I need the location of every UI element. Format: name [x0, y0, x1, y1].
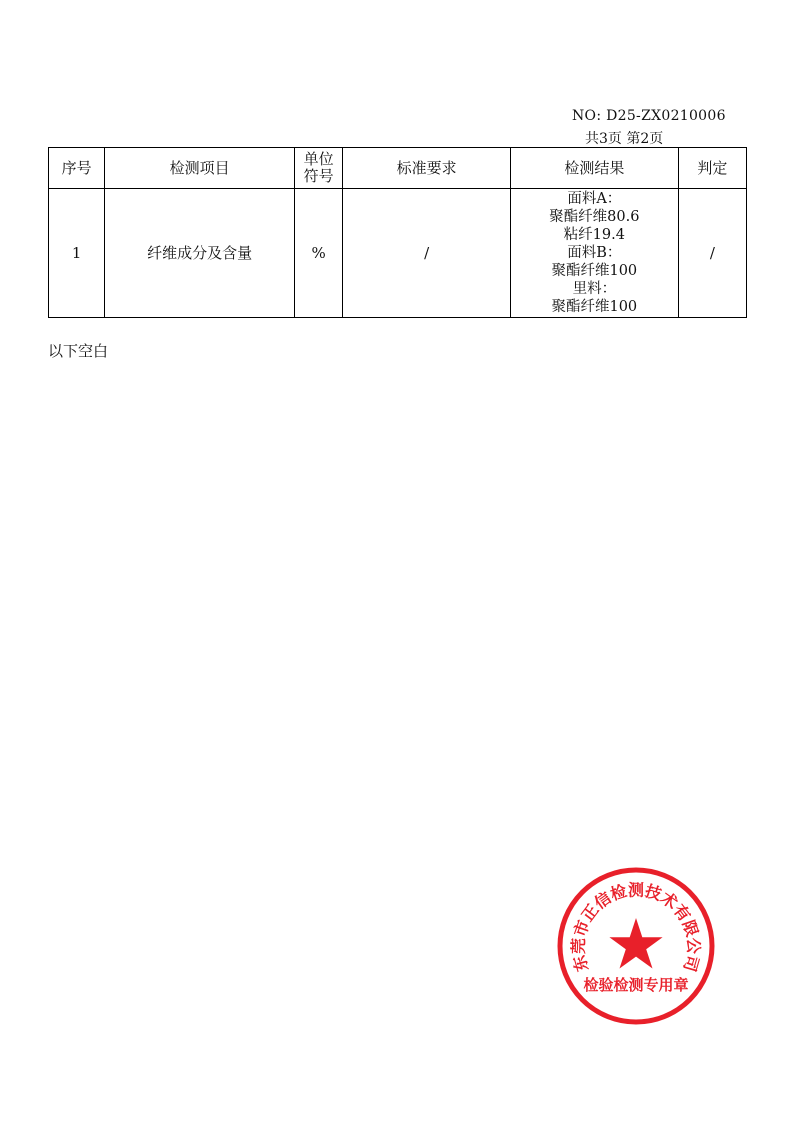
blank-below-note: 以下空白 — [48, 342, 109, 360]
seal-company-name: 东莞市正信检测技术有限公司 — [568, 880, 704, 974]
header-result: 检测结果 — [510, 148, 678, 189]
row-standard: / — [343, 189, 511, 318]
result-line: 粘纤19.4 — [563, 227, 625, 243]
official-seal — [556, 866, 716, 1026]
header-no: 序号 — [49, 148, 105, 189]
row-result — [510, 189, 678, 318]
header-standard: 标准要求 — [343, 148, 511, 189]
result-line: 聚酯纤维100 — [551, 263, 638, 279]
seal-purpose: 检验检测专用章 — [583, 976, 689, 994]
table-header-row — [49, 148, 747, 189]
result-line: 里料： — [572, 281, 617, 297]
row-unit: % — [295, 189, 343, 318]
result-line: 聚酯纤维80.6 — [549, 209, 640, 225]
header-unit-line1: 单位 — [303, 150, 334, 168]
page-count: 共3页 第2页 — [585, 131, 664, 147]
report-number: NO: D25-ZX0210006 — [572, 108, 726, 124]
header-unit — [295, 148, 343, 189]
test-results-table — [48, 147, 747, 318]
result-line: 聚酯纤维100 — [551, 299, 638, 315]
header-item: 检测项目 — [105, 148, 295, 189]
result-line: 面料B： — [567, 245, 622, 261]
seal-star-icon — [609, 918, 662, 969]
header-judgment: 判定 — [678, 148, 746, 189]
table-row — [49, 189, 747, 318]
row-judgment: / — [678, 189, 746, 318]
row-item: 纤维成分及含量 — [105, 189, 295, 318]
row-no: 1 — [49, 189, 105, 318]
header-unit-line2: 符号 — [303, 167, 334, 185]
result-line: 面料A： — [567, 191, 622, 207]
